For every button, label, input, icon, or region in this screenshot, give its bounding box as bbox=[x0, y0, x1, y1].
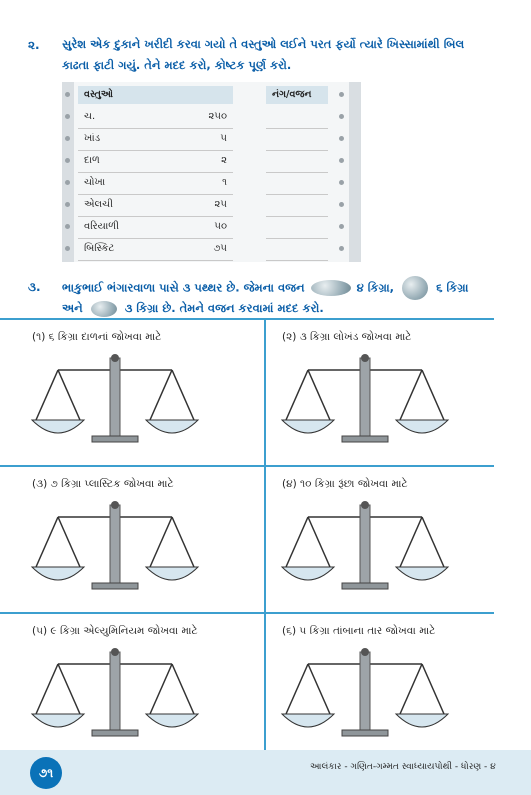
question-3-intro: ભાકુભાઈ ભંગારવાળા પાસે ૩ પથ્થર છે. જેમના વજન bbox=[62, 280, 305, 295]
question-2-line1: સુરેશ એક દુકાને ખરીદી કરવા ગયો તે વસ્તુઓ લઈને પરત ફર્યો ત્યારે ખિસ્સામાંથી બિલ bbox=[62, 37, 465, 51]
stone-6kg-icon bbox=[402, 276, 428, 300]
stone-weight-6: ૬ કિગ્રા bbox=[436, 280, 469, 295]
torn-bill-table bbox=[62, 82, 349, 268]
table-row: ખાંડ ૫ bbox=[78, 128, 233, 151]
scale-label-2: (૨) ૩ કિગ્રા લોખંડ જોખવા માટે bbox=[282, 331, 412, 343]
grid-line bbox=[264, 318, 266, 758]
balance-scale-icon bbox=[30, 495, 200, 595]
header-items: વસ્તુઓ bbox=[78, 86, 233, 104]
balance-scale-icon bbox=[280, 495, 450, 595]
scale-label-3: (૩) ૭ કિગ્રા પ્લાસ્ટિક જોખવા માટે bbox=[32, 478, 174, 490]
table-row: એલચી ૨૫ bbox=[78, 194, 233, 217]
balance-scale-icon bbox=[30, 642, 200, 742]
book-title-footer: આલંકાર - ગણિત-ગમ્મત સ્વાધ્યાયપોથી - ધોરણ - ૪ bbox=[310, 762, 496, 772]
footer-band bbox=[0, 750, 531, 795]
question-2-text bbox=[62, 34, 522, 76]
balance-scale-icon bbox=[30, 348, 200, 448]
balance-scale-icon bbox=[280, 348, 450, 448]
stone-4kg-icon bbox=[311, 280, 351, 296]
question-number-3: ૩. bbox=[28, 280, 41, 294]
weight-blank-cell[interactable] bbox=[266, 128, 328, 151]
weight-blank-cell[interactable] bbox=[266, 172, 328, 195]
grid-line bbox=[0, 465, 494, 467]
weight-blank-cell[interactable] bbox=[266, 194, 328, 217]
weight-blank-cell[interactable] bbox=[266, 216, 328, 239]
table-row: ચોખા ૧ bbox=[78, 172, 233, 195]
question-3-line1 bbox=[62, 276, 468, 300]
question-3-and: અને bbox=[62, 301, 83, 315]
stone-weight-3: ૩ કિગ્રા છે. તેમને વજન કરવામાં મદદ કરો. bbox=[124, 301, 324, 315]
table-row: ચ. ૨૫૦ bbox=[78, 106, 233, 129]
balance-scale-icon bbox=[280, 642, 450, 742]
scale-label-6: (૬) ૫ કિગ્રા તાંબાના તાર જોખવા માટે bbox=[282, 625, 436, 637]
table-row: બિસ્કિટ ૭૫ bbox=[78, 238, 233, 261]
weight-blank-cell[interactable] bbox=[266, 238, 328, 261]
question-2-line2: કાઢતા ફાટી ગયું. તેને મદદ કરો, કોષ્ટક પૂર્ણ કરો. bbox=[62, 58, 292, 72]
question-number-2: ૨. bbox=[28, 38, 40, 52]
stone-3kg-icon bbox=[91, 301, 117, 317]
weight-blank-cell[interactable] bbox=[266, 150, 328, 173]
table-row: દાળ ૨ bbox=[78, 150, 233, 173]
grid-line bbox=[0, 318, 494, 320]
table-row: વરિયાળી ૫૦ bbox=[78, 216, 233, 239]
scale-label-5: (૫) ૯ કિગ્રા એલ્યુમિનિયમ જોખવા માટે bbox=[32, 625, 198, 637]
stone-weight-4: ૪ કિગ્રા, bbox=[356, 280, 395, 295]
grid-line bbox=[0, 612, 494, 614]
weight-blank-cell[interactable] bbox=[266, 106, 328, 129]
page-number: ૭૧ bbox=[30, 757, 62, 789]
scale-label-1: (૧) ૬ કિગ્રા દાળનાં જોખવા માટે bbox=[32, 331, 162, 343]
header-weight: નંગ/વજન bbox=[266, 86, 328, 104]
question-3-line2 bbox=[62, 298, 324, 319]
scale-label-4: (૪) ૧૦ કિગ્રા રૂંછા જોખવા માટે bbox=[282, 478, 408, 490]
